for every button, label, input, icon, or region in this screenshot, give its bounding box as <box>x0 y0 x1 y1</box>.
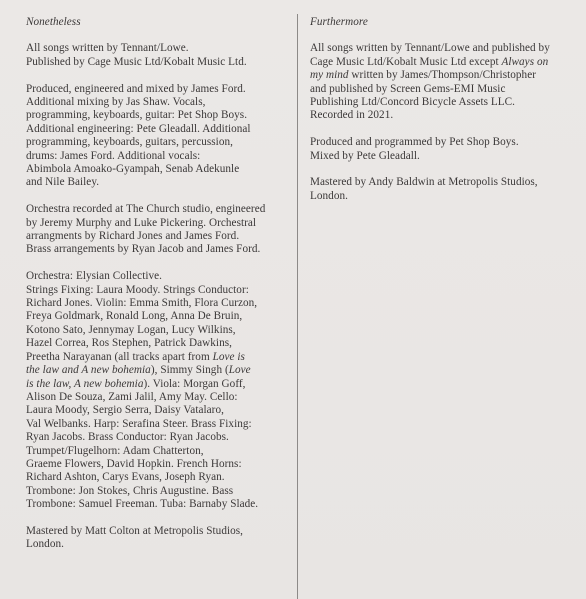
credit-line: Publishing Ltd/Concord Bicycle Assets LLC. <box>310 96 516 109</box>
song-title: Love is <box>212 350 245 363</box>
credit-text: Preetha Narayanan (all tracks apart from <box>26 350 213 363</box>
songwriting-credit <box>26 42 288 69</box>
credit-line <box>310 56 572 69</box>
nonetheless-credits <box>26 16 288 565</box>
song-title: is the law, A new bohemia <box>26 377 144 390</box>
credit-line: Orchestra: Elysian Collective. <box>26 270 163 283</box>
credit-line <box>310 69 572 82</box>
credit-line <box>26 378 288 391</box>
credit-line: Alison De Souza, Zami Jalil, Amy May. Cello: <box>26 390 238 403</box>
credit-line: Val Welbanks. Harp: Serafina Steer. Brass Fixing: <box>26 417 252 430</box>
credit-line: Ryan Jacobs. Brass Conductor: Ryan Jacobs. <box>26 431 229 444</box>
credit-line: arrangments by Richard Jones and James Ford. <box>26 230 240 243</box>
credit-line: Mastered by Andy Baldwin at Metropolis Studios, <box>310 176 538 189</box>
orchestra-personnel-credit <box>26 270 288 511</box>
credit-line: Produced, engineered and mixed by James Ford. <box>26 82 246 95</box>
credit-line <box>26 351 288 364</box>
song-title: the law and <box>26 364 82 377</box>
credit-line: Mastered by Matt Colton at Metropolis Studios, <box>26 524 244 537</box>
credit-line: Mixed by Pete Gleadall. <box>310 149 420 162</box>
credit-line: Brass arrangements by Ryan Jacob and James Ford. <box>26 243 261 256</box>
credit-text: ), Simmy Singh ( <box>150 364 229 377</box>
credit-line: programming, keyboards, guitar: Pet Shop Boys. <box>26 109 248 122</box>
credit-line: and published by Screen Gems-EMI Music <box>310 82 506 95</box>
credit-line: Graeme Flowers, David Hopkin. French Horns: <box>26 457 242 470</box>
production-credit <box>310 136 572 163</box>
credit-line: Trombone: Samuel Freeman. Tuba: Barnaby Slade. <box>26 498 259 511</box>
credit-line: All songs written by Tennant/Lowe and published by <box>310 42 550 55</box>
credit-line: Richard Ashton, Carys Evans, Joseph Ryan. <box>26 471 225 484</box>
credit-line: Trombone: Jon Stokes, Chris Augustine. Bass <box>26 484 234 497</box>
album-heading-nonetheless: Nonetheless <box>26 16 81 28</box>
credit-text: written by James/Thompson/Christopher <box>348 69 536 82</box>
song-title: my mind <box>310 69 349 82</box>
credit-line: Published by Cage Music Ltd/Kobalt Music Ltd. <box>26 55 247 68</box>
credit-line: drums: James Ford. Additional vocals: <box>26 149 201 162</box>
songwriting-credit <box>310 42 572 122</box>
furthermore-credits <box>310 16 572 217</box>
credit-line: by Jeremy Murphy and Luke Pickering. Orchestral <box>26 216 257 229</box>
credit-text: Cage Music Ltd/Kobalt Music Ltd except <box>310 55 502 68</box>
credit-line: Hazel Correa, Ros Stephen, Patrick Dawkins, <box>26 337 232 350</box>
credit-line: Strings Fixing: Laura Moody. Strings Conductor: <box>26 283 249 296</box>
orchestra-recording-credit <box>26 203 288 257</box>
credit-line: Abimbola Amoako-Gyampah, Senab Adekunle <box>26 163 240 176</box>
credit-line: Additional engineering: Pete Gleadall. Additional <box>26 122 251 135</box>
credit-line: Freya Goldmark, Ronald Long, Anna De Bruin, <box>26 310 243 323</box>
credit-line: Kotono Sato, Jennymay Logan, Lucy Wilkins, <box>26 323 236 336</box>
credit-line: London. <box>26 538 64 551</box>
credit-line: Richard Jones. Violin: Emma Smith, Flora Curzon, <box>26 297 258 310</box>
credit-line: Trumpet/Flugelhorn: Adam Chatterton, <box>26 444 204 457</box>
credit-line: Recorded in 2021. <box>310 109 394 122</box>
credit-line: All songs written by Tennant/Lowe. <box>26 42 189 55</box>
credit-line <box>26 364 288 377</box>
credit-line: and Nile Bailey. <box>26 176 100 189</box>
production-credit <box>26 83 288 190</box>
mastering-credit <box>26 525 288 552</box>
credit-line: Additional mixing by Jas Shaw. Vocals, <box>26 96 206 109</box>
column-divider <box>297 14 298 599</box>
song-title: A new bohemia <box>81 364 151 377</box>
song-title: Love <box>228 364 251 377</box>
credit-line: London. <box>310 189 348 202</box>
album-heading-furthermore: Furthermore <box>310 16 368 28</box>
song-title: Always on <box>501 55 549 68</box>
credit-text: ). Viola: Morgan Goff, <box>143 377 246 390</box>
credit-line: Produced and programmed by Pet Shop Boys. <box>310 136 519 149</box>
credit-line: Laura Moody, Sergio Serra, Daisy Vatalaro, <box>26 404 224 417</box>
mastering-credit <box>310 176 572 203</box>
credit-line: programming, keyboards, guitars, percussion, <box>26 136 233 149</box>
credit-line: Orchestra recorded at The Church studio, engineered <box>26 203 266 216</box>
